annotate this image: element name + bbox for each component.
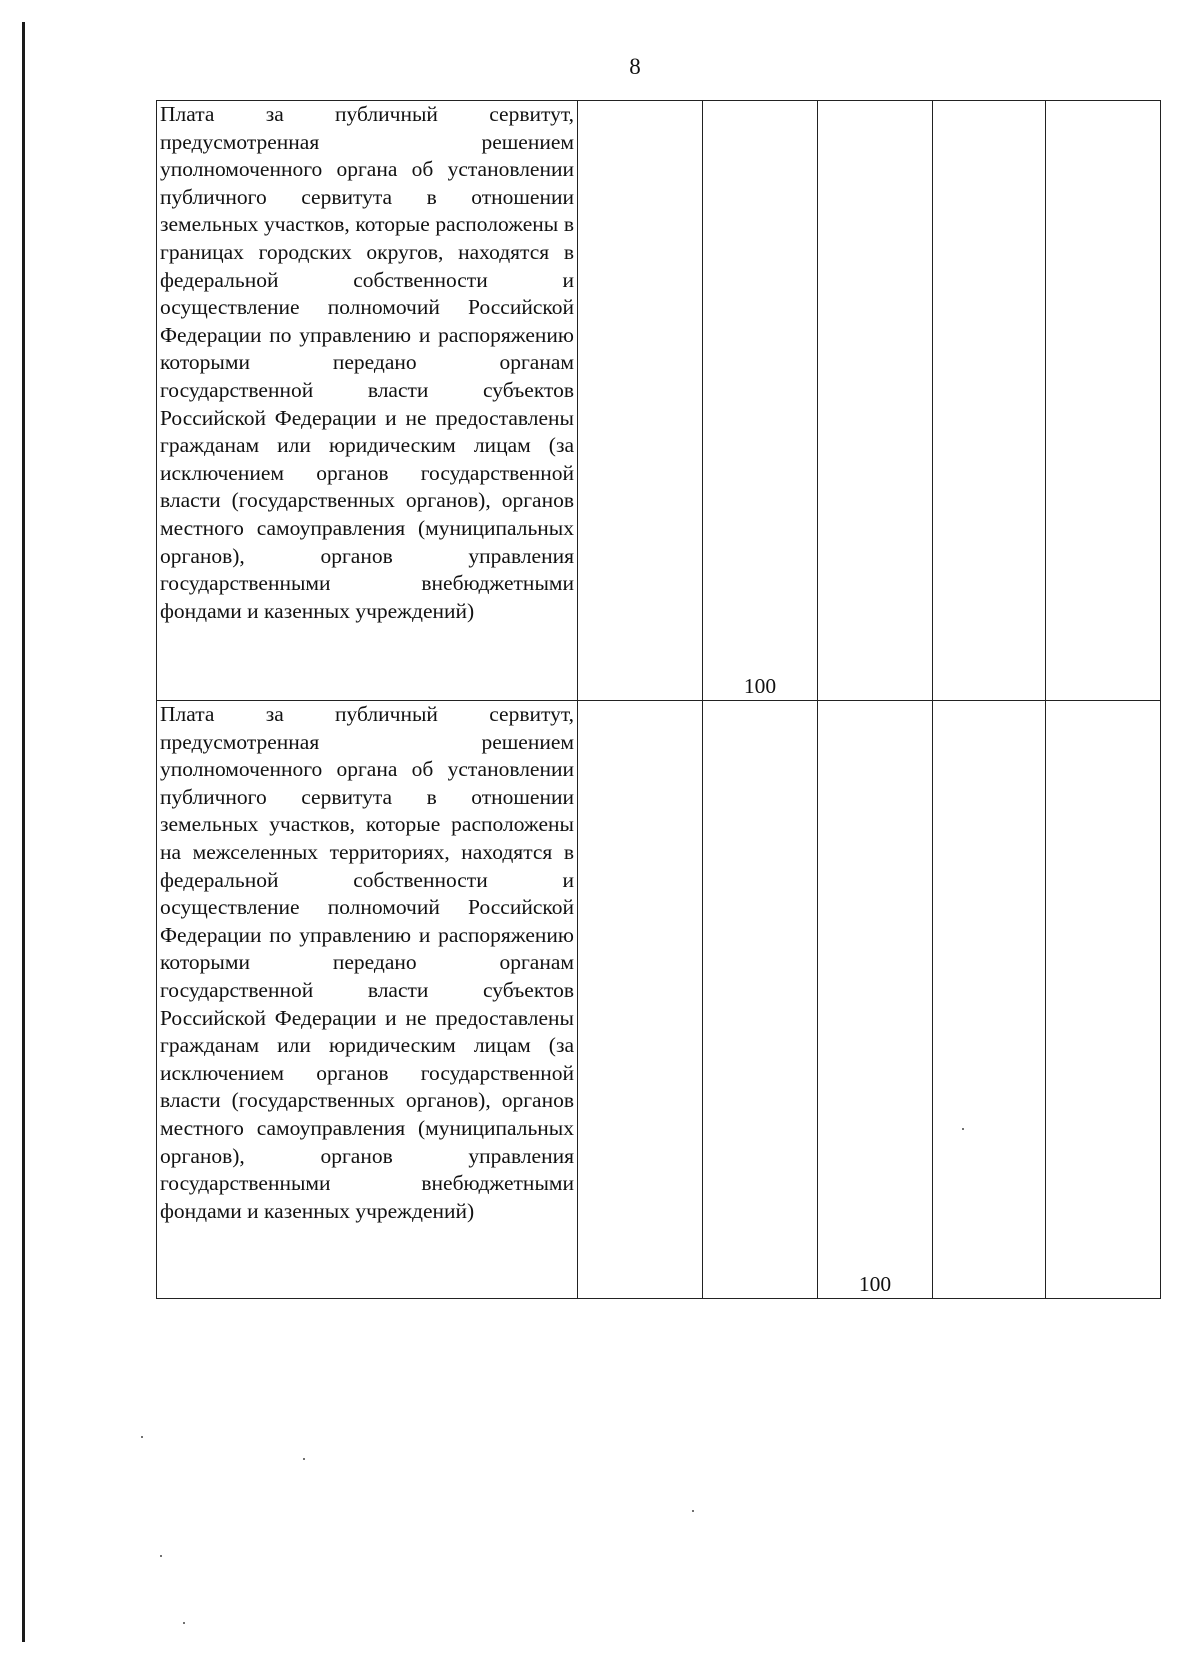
scan-speck [160, 1555, 162, 1557]
scan-speck [141, 1436, 143, 1438]
value-cell [1046, 101, 1161, 701]
table-row [157, 101, 1161, 701]
value-cell: 100 [818, 701, 933, 1299]
scan-speck [962, 1128, 964, 1130]
page-number: 8 [629, 54, 641, 79]
row-description-cell [157, 701, 578, 1299]
value-cell [1046, 701, 1161, 1299]
value-cell [703, 701, 818, 1299]
scan-speck [303, 1458, 305, 1460]
row-description-cell [157, 101, 578, 701]
binding-edge-line [22, 22, 25, 1642]
value-cell [933, 701, 1046, 1299]
table-row [157, 701, 1161, 1299]
row-description: Плата за публичный сервитут, предусмотренная решением уполномоченного органа об установлении публичного сервитута в отношении земельных участков, которые расположены в границах городских округов, находятся в федеральной собственности и осуществление полномочий Российской Федерации по управлению и распоряжению которыми передано органам государственной власти субъектов Российской Федерации и не предоставлены гражданам или юридическим лицам (за исключением органов государственной власти (государственных органов), органов местного самоуправления (муниципальных органов), органов управления государственными внебюджетными фондами и казенных учреждений) [160, 102, 574, 623]
value-cell [578, 701, 703, 1299]
scan-speck [183, 1622, 185, 1624]
value-cell [578, 101, 703, 701]
value-cell [933, 101, 1046, 701]
row-description: Плата за публичный сервитут, предусмотренная решением уполномоченного органа об установлении публичного сервитута в отношении земельных участков, которые расположены на межселенных территориях, находятся в федеральной собственности и осуществление полномочий Российской Федерации по управлению и распоряжению которыми передано органам государственной власти субъектов Российской Федерации и не предоставлены гражданам или юридическим лицам (за исключением органов государственной власти (государственных органов), органов местного самоуправления (муниципальных органов), органов управления государственными внебюджетными фондами и казенных учреждений) [160, 702, 574, 1223]
value-cell: 100 [703, 101, 818, 701]
value-cell [818, 101, 933, 701]
fee-distribution-table [156, 100, 1161, 1299]
scan-speck [692, 1510, 694, 1512]
